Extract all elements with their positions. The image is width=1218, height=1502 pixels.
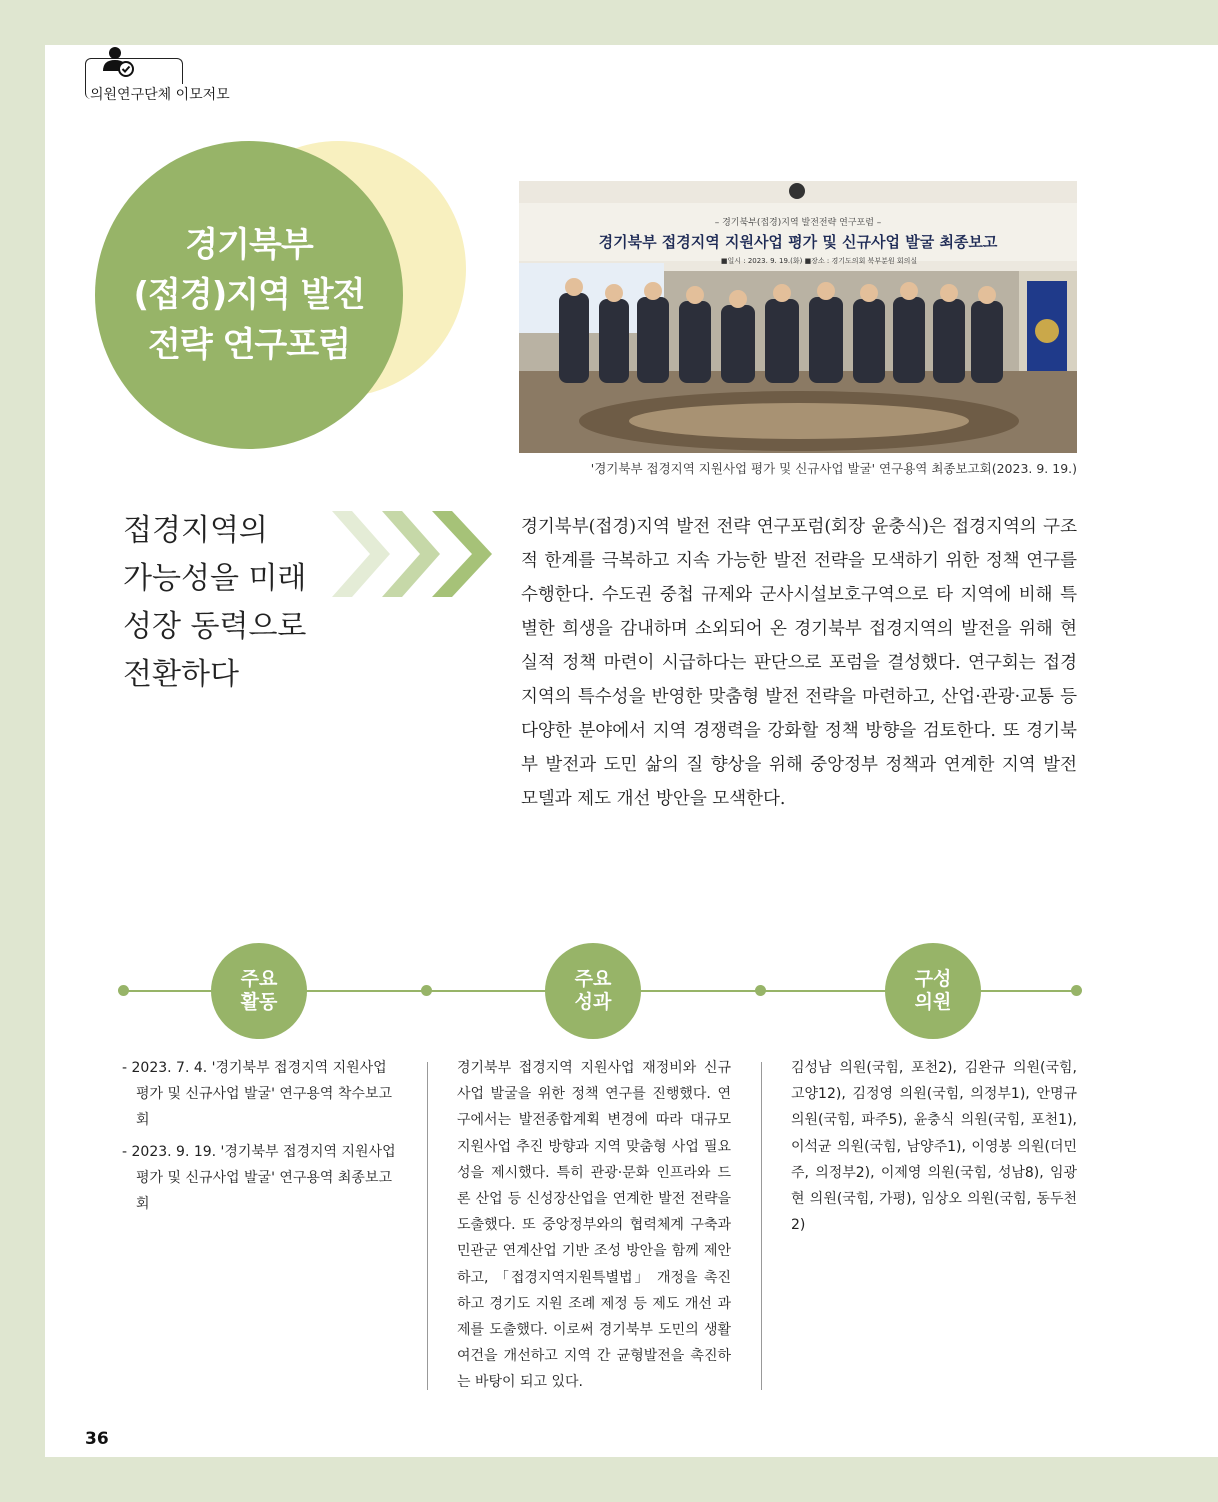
members-text: 김성남 의원(국힘, 포천2), 김완규 의원(국힘, 고양12), 김정영 의원(국힘, 의정부1), 안명규 의원(국힘, 파주5), 윤충식 의원(국힘, 포천1), 이석균 의원(국힘, 남양주1), 이영봉 의원(더민주, 의정부2), 이제영 의원(국힘, 성남8), 임광현 의원(국힘, 가평), 임상오 의원(국힘, 동두천2) (791, 1060, 1077, 1234)
photo-caption: '경기북부 접경지역 지원사업 평가 및 신규사업 발굴' 연구용역 최종보고회(2023. 9. 19.) (590, 461, 1077, 476)
activities-badge: 주요 활동 (211, 943, 307, 1039)
tagline: 접경지역의 가능성을 미래 성장 동력으로 전환하다 (123, 513, 307, 692)
title-circle (95, 141, 403, 449)
activities-list (122, 1055, 397, 1223)
article-body: 경기북부(접경)지역 발전 전략 연구포럼(회장 윤충식)은 접경지역의 구조적 한계를 극복하고 지속 가능한 발전 전략을 모색하기 위한 정책 연구를 수행한다. 수도권 중첩 규제와 군사시설보호구역으로 타 지역에 비해 특별한 희생을 감내하며 소외되어 온 경기북부 접경지역의 발전을 위해 현실적 정책 마련이 시급하다는 판단으로 포럼을 결성했다. 연구회는 접경지역의 특수성을 반영한 맞춤형 발전 전략을 마련하고, 산업·관광·교통 등 다양한 분야에서 지역 경쟁력을 강화할 정책 방향을 검토한다. 또 경기북부 발전과 도민 삶의 질 향상을 위해 중앙정부 정책과 연계한 지역 발전 모델과 제도 개선 방안을 모색한다. (521, 517, 1077, 809)
timeline-dot (755, 985, 766, 996)
chevron-arrows-icon (327, 511, 497, 597)
achievements-text: 경기북부 접경지역 지원사업 재정비와 신규사업 발굴을 위한 정책 연구를 진행했다. 연구에서는 발전종합계획 변경에 따라 대규모 지원사업 추진 방향과 지역 맞춤형 사업 필요성을 제시했다. 특히 관광·문화 인프라와 드론 산업 등 신성장산업을 연계한 발전 전략을 도출했다. 또 중앙정부와의 협력체계 구축과 민관군 연계산업 기반 조성 방안을 함께 제안하고, 「접경지역지원특별법」 개정을 촉진하고 경기도 지원 조례 제정 등 제도 개선 과제를 도출했다. 이로써 경기북부 도민의 생활 여건을 개선하고 지역 간 균형발전을 촉진하는 바탕이 되고 있다. (457, 1060, 731, 1391)
banner-title: 경기북부 접경지역 지원사업 평가 및 신규사업 발굴 최종보고 (598, 233, 998, 251)
timeline-dot (1071, 985, 1082, 996)
person-check-icon (101, 45, 141, 81)
section-label: 의원연구단체 이모저모 (90, 84, 232, 104)
column-divider (761, 1062, 762, 1390)
event-photo-illustration (519, 181, 1077, 453)
achievements-badge: 주요 성과 (545, 943, 641, 1039)
members-badge: 구성 의원 (885, 943, 981, 1039)
list-item: - 2023. 9. 19. '경기북부 접경지역 지원사업 평가 및 신규사업 발굴' 연구용역 최종보고회 (122, 1144, 396, 1212)
banner-info: ■일시 : 2023. 9. 19.(화) ■장소 : 경기도의회 북부분원 회의실 (720, 257, 918, 265)
article-title: 경기북부 (접경)지역 발전 전략 연구포럼 (133, 225, 365, 365)
event-photo (519, 181, 1077, 453)
magazine-page (45, 45, 1218, 1457)
banner-subtitle: – 경기북부(접경)지역 발전전략 연구포럼 – (714, 218, 882, 228)
column-divider (427, 1062, 428, 1390)
page-number: 36 (85, 1429, 109, 1449)
timeline-dot (421, 985, 432, 996)
timeline-dot (118, 985, 129, 996)
list-item: - 2023. 7. 4. '경기북부 접경지역 지원사업 평가 및 신규사업 발굴' 연구용역 착수보고회 (122, 1060, 393, 1128)
